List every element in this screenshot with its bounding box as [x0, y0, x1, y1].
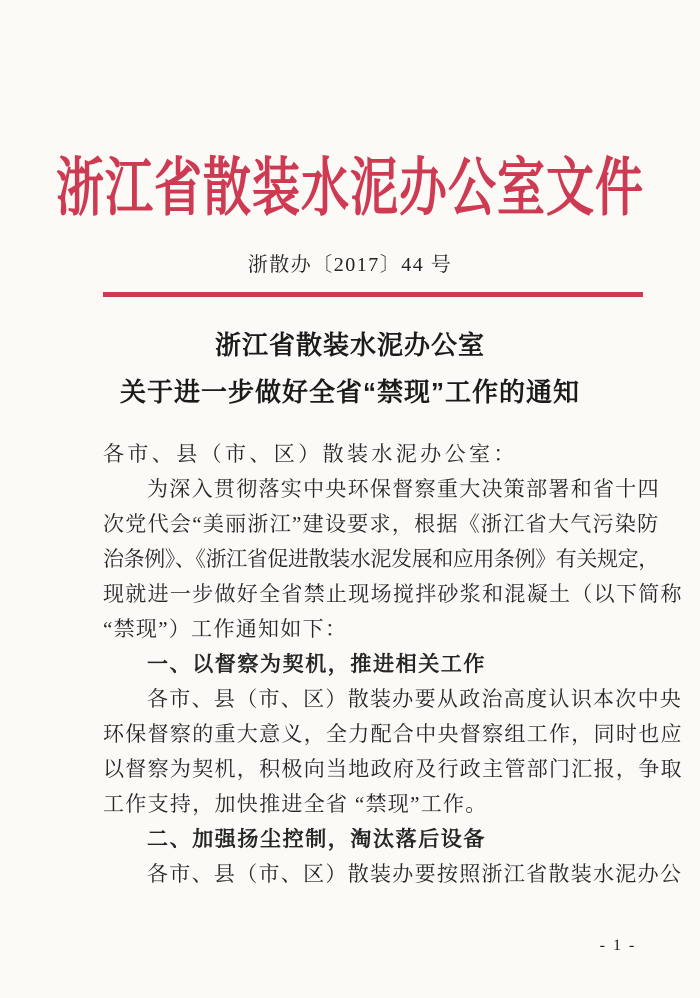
section-heading: 二、加强扬尘控制，淘汰落后设备: [147, 828, 486, 851]
body-line: 治条例》、《浙江省促进散装水泥发展和应用条例》有关规定，: [103, 547, 659, 571]
body-line: 各市、县（市、区）散装办要按照浙江省散装水泥办公: [147, 862, 683, 886]
notice-title: [0, 322, 700, 416]
body-line: 环保督察的重大意义，全力配合中央督察组工作，同时也应: [103, 722, 683, 746]
body-line: 各市、县（市、区）散装水泥办公室：: [103, 442, 518, 466]
body-line: 各市、县（市、区）散装办要从政治高度认识本次中央: [147, 687, 683, 711]
org-title-banner: 浙江省散装水泥办公室文件: [55, 154, 644, 224]
document-number: 浙散办〔2017〕44 号: [247, 254, 453, 276]
body-line: 现就进一步做好全省禁止现场搅拌砂浆和混凝土（以下简称: [103, 582, 683, 606]
body-line: 以督察为契机，积极向当地政府及行政主管部门汇报，争取: [103, 757, 683, 781]
body-line: “禁现”）工作通知如下：: [103, 617, 348, 641]
document-body: [103, 437, 683, 892]
body-line: 工作支持，加快推进全省 “禁现”工作。: [103, 792, 488, 816]
section-heading: 一、以督察为契机，推进相关工作: [147, 653, 486, 676]
page-number: - 1 -: [599, 937, 637, 954]
body-line: 为深入贯彻落实中央环保督察重大决策部署和省十四: [147, 477, 660, 501]
notice-title-line1: 浙江省散装水泥办公室: [214, 330, 485, 360]
body-line: 次党代会“美丽浙江”建设要求，根据《浙江省大气污染防: [103, 512, 660, 536]
red-divider-line: [103, 292, 643, 297]
notice-title-line2: 关于进一步做好全省“禁现”工作的通知: [119, 377, 580, 407]
